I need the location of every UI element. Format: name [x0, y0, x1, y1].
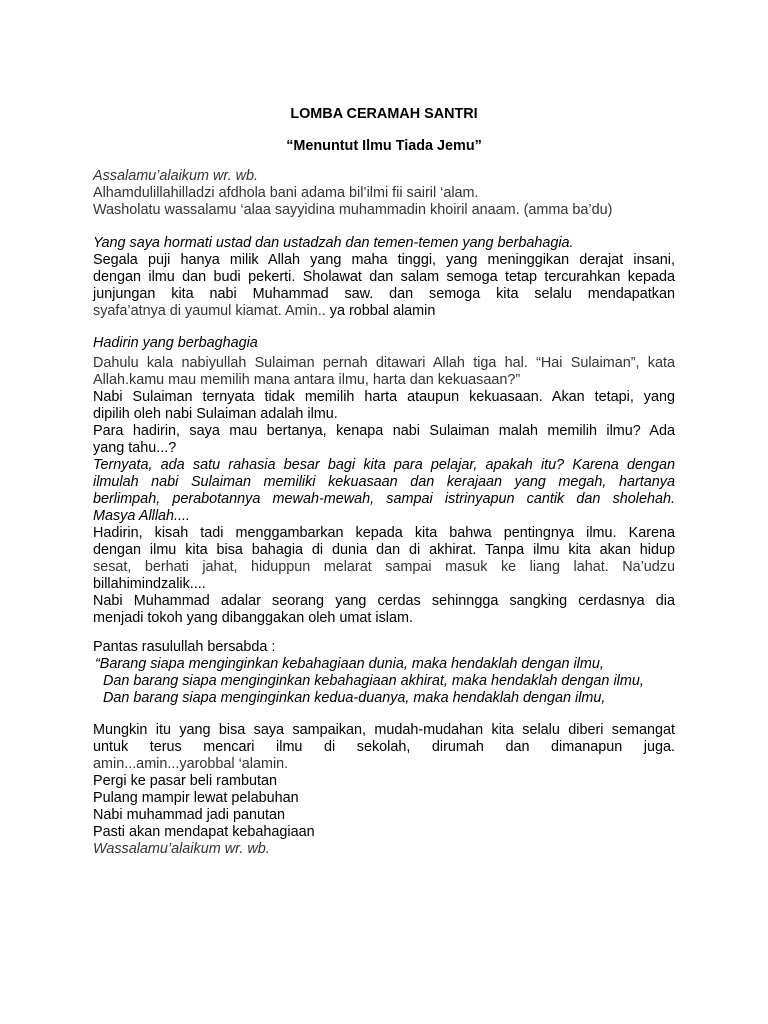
- paragraph-line: Segala puji hanya milik Allah yang maha tinggi, yang meninggikan derajat insani,: [93, 252, 675, 268]
- paragraph-line: yang tahu...?: [93, 440, 177, 456]
- paragraph-line: Ternyata, ada satu rahasia besar bagi kita para pelajar, apakah itu? Karena dengan: [93, 457, 675, 473]
- hadith-intro: Pantas rasulullah bersabda :: [93, 639, 276, 655]
- paragraph-line: ilmulah nabi Sulaiman memiliki kekuasaan dan kerajaan yang megah, hartanya: [93, 474, 675, 490]
- pantun-line: Pergi ke pasar beli rambutan: [93, 773, 277, 789]
- opening-line: Washolatu wassalamu ‘alaa sayyidina muhammadin khoiril anaam. (amma ba’du): [93, 202, 613, 218]
- opening-line: Alhamdulillahilladzi afdhola bani adama bil’ilmi fii sairil ‘alam.: [93, 185, 479, 201]
- paragraph-line: Para hadirin, saya mau bertanya, kenapa nabi Sulaiman malah memilih ilmu? Ada: [93, 423, 675, 439]
- address-line: Hadirin yang berbaghagia: [93, 335, 258, 351]
- paragraph-line: billahimindzalik....: [93, 576, 206, 592]
- paragraph-line: menjadi tokoh yang dibanggakan oleh umat islam.: [93, 610, 413, 626]
- paragraph-line: sesat, berhati jahat, hiduppun melarat sampai masuk ke liang lahat. Na’udzu: [93, 559, 675, 575]
- paragraph-line: amin...amin...yarobbal ‘alamin.: [93, 756, 289, 772]
- pantun-line: Pulang mampir lewat pelabuhan: [93, 790, 299, 806]
- hadith-line: Dan barang siapa menginginkan kebahagiaan akhirat, maka hendaklah dengan ilmu,: [103, 673, 644, 689]
- paragraph-text: ya robbal alamin: [325, 303, 436, 319]
- paragraph-line: dengan ilmu dan budi pekerti. Sholawat dan salam semoga tetap tercurahkan kepada: [93, 269, 675, 285]
- paragraph-line: untuk terus mencari ilmu di sekolah, dirumah dan dimanapun juga.: [93, 739, 675, 755]
- paragraph-line: Nabi Muhammad adalar seorang yang cerdas sehinngga sangking cerdasnya dia: [93, 593, 675, 609]
- closing-greeting: Wassalamu’alaikum wr. wb.: [93, 841, 270, 857]
- paragraph-line: Mungkin itu yang bisa saya sampaikan, mudah-mudahan kita selalu diberi semangat: [93, 722, 675, 738]
- page-subtitle: “Menuntut Ilmu Tiada Jemu”: [286, 138, 482, 154]
- paragraph-line: berlimpah, perabotannya mewah-mewah, sampai istrinyapun cantik dan sholehah.: [93, 491, 675, 507]
- paragraph-line: Hadirin, kisah tadi menggambarkan kepada kita bahwa pentingnya ilmu. Karena: [93, 525, 675, 541]
- paragraph-line: [93, 303, 675, 320]
- pantun-line: Nabi muhammad jadi panutan: [93, 807, 285, 823]
- greeting: Assalamu’alaikum wr. wb.: [93, 168, 259, 184]
- paragraph-line: dengan ilmu kita bisa bahagia di dunia dan di akhirat. Tanpa ilmu kita akan hidup: [93, 542, 675, 558]
- paragraph-line: Nabi Sulaiman ternyata tidak memilih harta ataupun kekuasaan. Akan tetapi, yang: [93, 389, 675, 405]
- paragraph-text: syafa’atnya di yaumul kiamat. Amin..: [93, 303, 326, 319]
- hadith-line: Dan barang siapa menginginkan kedua-duanya, maka hendaklah dengan ilmu,: [103, 690, 606, 706]
- paragraph-line: Dahulu kala nabiyullah Sulaiman pernah ditawari Allah tiga hal. “Hai Sulaiman”, kata: [93, 355, 675, 371]
- paragraph-line: junjungan kita nabi Muhammad saw. dan semoga kita selalu mendapatkan: [93, 286, 675, 302]
- paragraph-line: dipilih oleh nabi Sulaiman adalah ilmu.: [93, 406, 338, 422]
- address-line: Yang saya hormati ustad dan ustadzah dan temen-temen yang berbahagia.: [93, 235, 574, 251]
- paragraph-line: Allah.kamu mau memilih mana antara ilmu, harta dan kekuasaan?”: [93, 372, 521, 388]
- pantun-line: Pasti akan mendapat kebahagiaan: [93, 824, 315, 840]
- paragraph-line: Masya Alllah....: [93, 508, 191, 524]
- hadith-line: “Barang siapa menginginkan kebahagiaan dunia, maka hendaklah dengan ilmu,: [95, 656, 604, 672]
- page-title: LOMBA CERAMAH SANTRI: [290, 106, 478, 122]
